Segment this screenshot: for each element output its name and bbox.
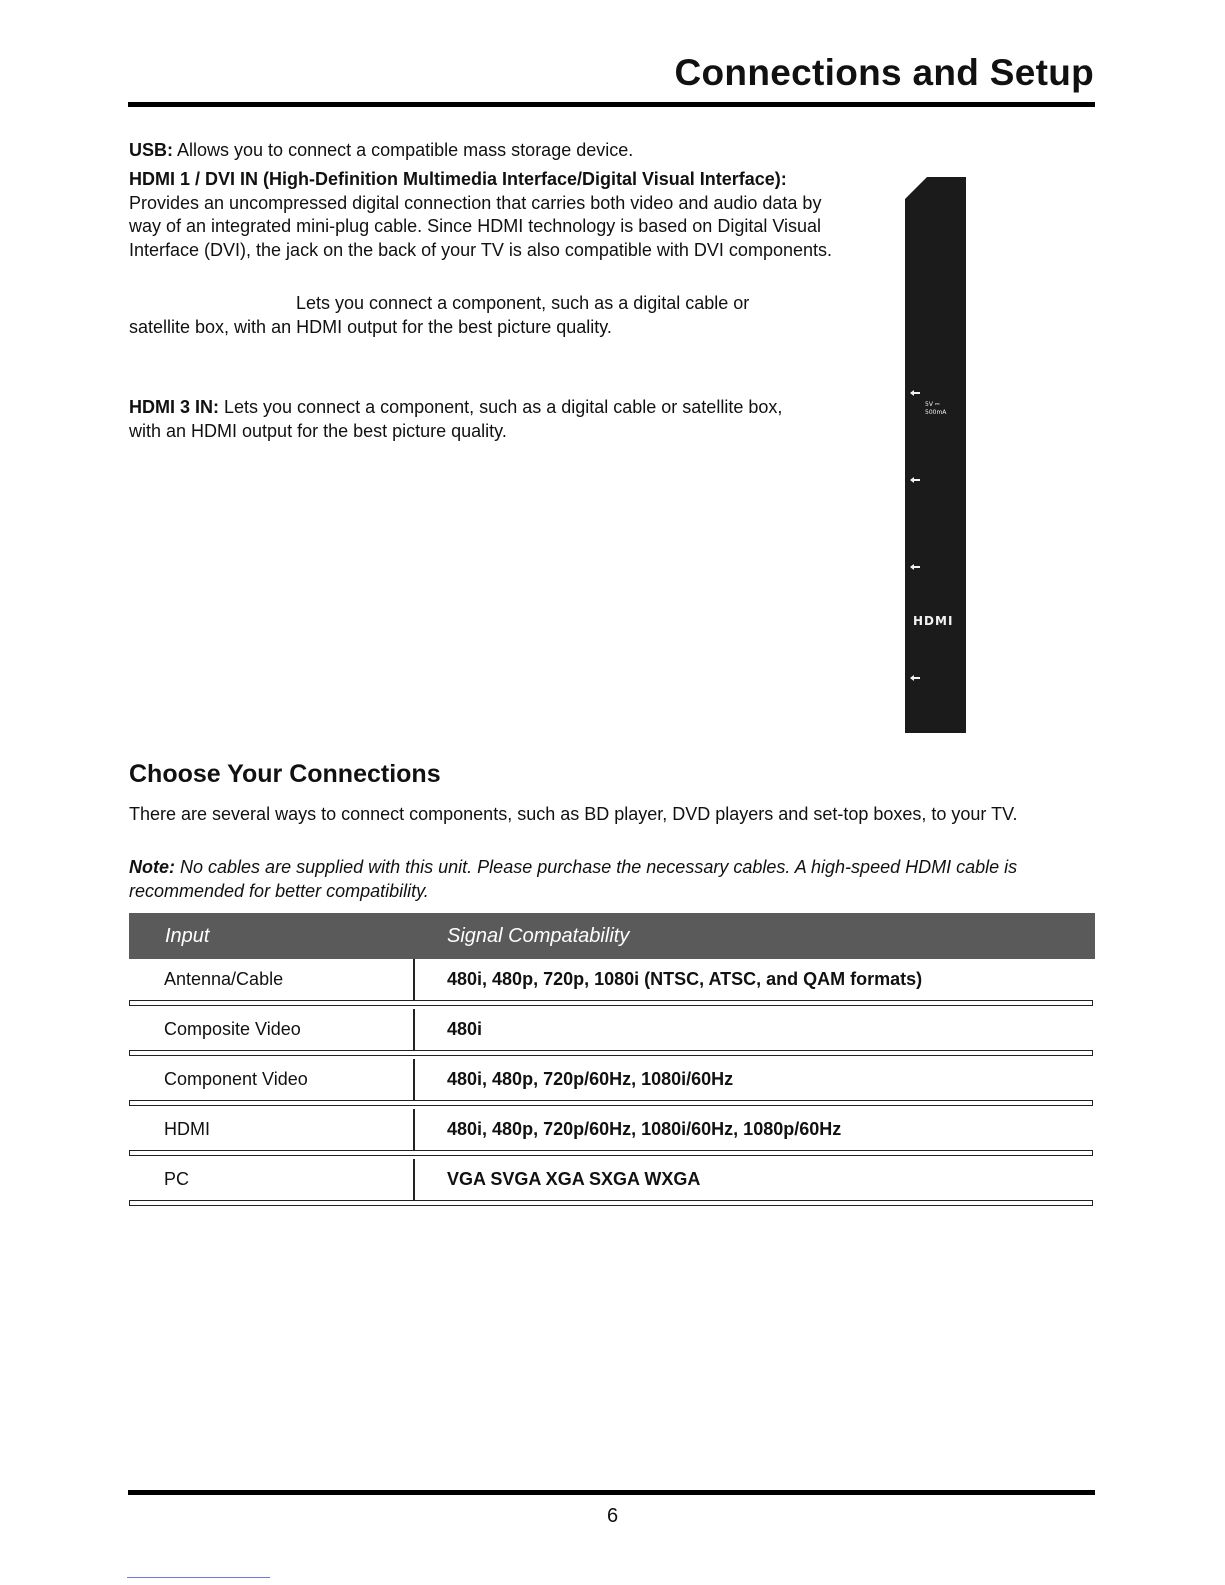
row-input: Antenna/Cable bbox=[164, 969, 284, 989]
page-number: 6 bbox=[606, 1505, 619, 1527]
hdmi1-label: HDMI 1 / DVI IN (High-Definition Multimedia Interface/Digital Visual Interface): bbox=[129, 169, 787, 189]
hdmi2-text: Lets you connect a component, such as a digital cable or satellite box, with an HDMI output for the best picture quality. bbox=[129, 293, 750, 337]
hdmi1-port-arrow-icon bbox=[911, 479, 920, 481]
tv-side-panel-illustration bbox=[905, 177, 966, 733]
table-row bbox=[129, 1009, 1095, 1059]
table-row bbox=[129, 959, 1095, 1009]
hdmi1-description bbox=[129, 168, 837, 262]
note-text: No cables are supplied with this unit. Please purchase the necessary cables. A high-speed HDMI cable is recommended for better compatibility. bbox=[129, 857, 1018, 901]
usb-text: Allows you to connect a compatible mass storage device. bbox=[177, 140, 634, 160]
row-signal: 480i, 480p, 720p, 1080i (NTSC, ATSC, and QAM formats) bbox=[447, 969, 923, 989]
usb-spec-voltage: 5V ⎓ bbox=[925, 401, 940, 408]
table-row bbox=[129, 1159, 1095, 1209]
hdmi-logo: HDMI bbox=[913, 614, 954, 628]
hdmi3-text: Lets you connect a component, such as a digital cable or satellite box, with an HDMI output for the best picture quality. bbox=[129, 397, 783, 441]
intro-paragraph: There are several ways to connect components, such as BD player, DVD players and set-top boxes, to your TV. bbox=[129, 804, 1018, 824]
row-divider bbox=[129, 1200, 1093, 1206]
table-header bbox=[129, 913, 1095, 959]
signal-compatibility-table bbox=[129, 913, 1095, 1209]
usb-spec-current: 500mA bbox=[925, 409, 947, 416]
hdmi1-text: Provides an uncompressed digital connection that carries both video and audio data by way of an integrated mini-plug cable. Since HDMI technology is based on Digital Visual Interface (DVI), the jack on the back of your TV is also compatible with DVI components. bbox=[129, 192, 832, 260]
section-heading: Choose Your Connections bbox=[129, 760, 441, 788]
hdmi3-label: HDMI 3 IN: bbox=[129, 397, 219, 417]
table-row bbox=[129, 1059, 1095, 1109]
row-signal: 480i bbox=[447, 1019, 483, 1039]
hdmi3-description bbox=[129, 396, 819, 443]
usb-description bbox=[129, 139, 869, 163]
row-input: PC bbox=[164, 1169, 190, 1189]
usb-label: USB: bbox=[129, 140, 173, 160]
column-divider bbox=[413, 1059, 415, 1100]
header-signal: Signal Compatability bbox=[447, 925, 630, 947]
link-underline bbox=[127, 1577, 270, 1578]
title-rule bbox=[128, 102, 1095, 107]
column-divider bbox=[413, 1009, 415, 1050]
row-divider bbox=[129, 1000, 1093, 1006]
row-input: Component Video bbox=[164, 1069, 308, 1089]
hdmi2-description bbox=[129, 292, 801, 339]
row-signal: 480i, 480p, 720p/60Hz, 1080i/60Hz bbox=[447, 1069, 734, 1089]
page-title: Connections and Setup bbox=[674, 52, 1094, 93]
row-input: HDMI bbox=[164, 1119, 210, 1139]
row-divider bbox=[129, 1100, 1093, 1106]
panel-notch bbox=[905, 177, 927, 199]
row-divider bbox=[129, 1150, 1093, 1156]
row-signal: 480i, 480p, 720p/60Hz, 1080i/60Hz, 1080p/60Hz bbox=[447, 1119, 842, 1139]
note-paragraph bbox=[129, 856, 1095, 903]
header-input: Input bbox=[165, 925, 210, 947]
table-row bbox=[129, 1109, 1095, 1159]
usb-power-spec bbox=[925, 401, 946, 417]
column-divider bbox=[413, 1159, 415, 1200]
column-divider bbox=[413, 959, 415, 1000]
row-signal: VGA SVGA XGA SXGA WXGA bbox=[447, 1169, 701, 1189]
column-divider bbox=[413, 1109, 415, 1150]
row-input: Composite Video bbox=[164, 1019, 301, 1039]
footer-rule bbox=[128, 1490, 1095, 1495]
note-label: Note: bbox=[129, 857, 175, 877]
usb-port-arrow-icon bbox=[911, 392, 920, 394]
hdmi3-port-arrow-icon bbox=[911, 677, 920, 679]
hdmi2-port-arrow-icon bbox=[911, 566, 920, 568]
row-divider bbox=[129, 1050, 1093, 1056]
